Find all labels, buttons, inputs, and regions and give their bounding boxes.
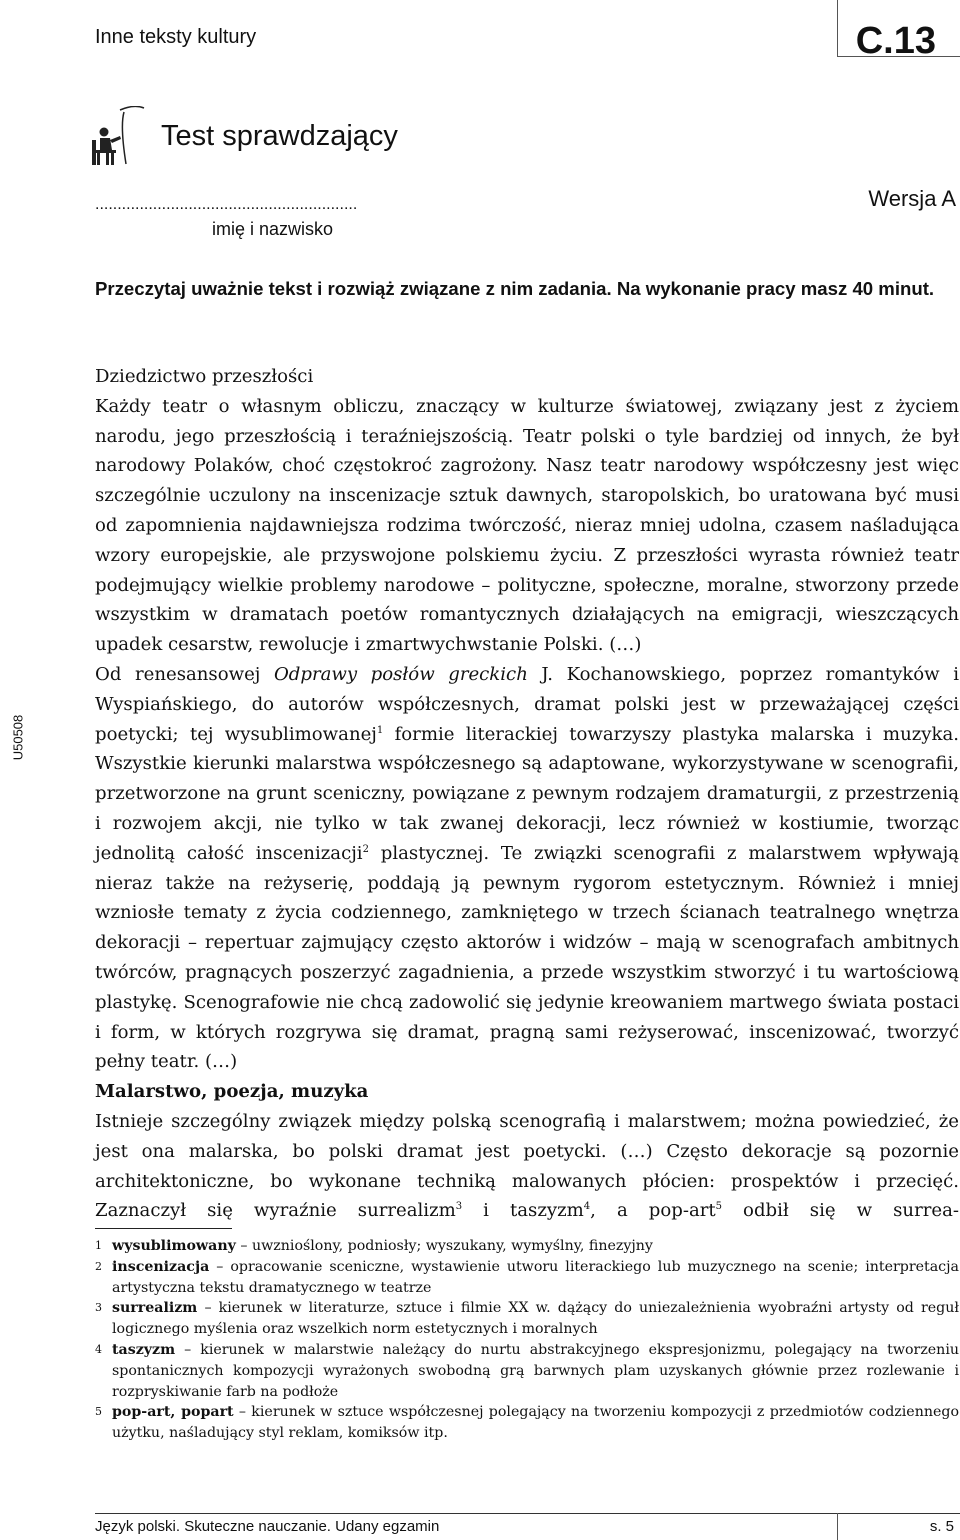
test-title: Test sprawdzający (161, 120, 398, 152)
footnotes (95, 1236, 959, 1444)
footer-divider-vertical (837, 1513, 838, 1540)
side-code: U50508 (10, 714, 26, 761)
instruction: Przeczytaj uważnie tekst i rozwiąż związane z nim zadania. Na wykonanie pracy masz 40 minut. (95, 278, 935, 299)
name-field[interactable]: ........................................................... (95, 196, 358, 213)
work-title: Odprawy posłów greckich (273, 663, 528, 685)
footnote-divider (95, 1228, 232, 1229)
article (95, 362, 959, 1226)
version-label: Wersja A (868, 186, 956, 211)
footnote: 1 wysublimowany – uwznioślony, podniosły; wyszukany, wymyślny, finezyjny (95, 1238, 653, 1254)
article-heading: Dziedzictwo przeszłości (95, 366, 314, 387)
article-paragraph: Istnieje szczególny związek między polską scenografią i malarstwem; można powiedzieć, że jest ona malarska, bo polski dramat jest poetycki. (…) Często dekoracje są pozornie architektoniczne, bo wykonane techniką malowanych płócien: prospektów i przecięć. Zaznaczył się wyraźnie surrealizm$^3$ i taszyzm$^4$, a pop-art$^5$ odbił się w surrea- (95, 1110, 959, 1222)
footnote-ref: 4 (583, 1201, 591, 1213)
footer-divider (95, 1513, 960, 1514)
article-heading: Malarstwo, poezja, muzyka (95, 1081, 369, 1103)
page-number: s. 5 (929, 1518, 954, 1535)
footnote: 4 taszyzm – kierunek w malarstwie należący do nurtu abstrakcyjnego ekspresjonizmu, polegający na tworzeniu spontanicznych kompozycji wyrażonych swobodną grą barwnych plam uzyskanych głównie przez rozlewanie i rozpryskiwanie farb na podłoże (95, 1341, 959, 1400)
section-title: Inne teksty kultury (95, 26, 257, 48)
header-divider (837, 0, 838, 56)
footnote: 3 surrealizm – kierunek w literaturze, sztuce i filmie XX w. dążący do uniezależnienia wyobraźni artysty od reguł logicznego myślenia oraz wszelkich norm estetycznych i moralnych (95, 1300, 959, 1338)
footnote-ref: 2 (362, 843, 369, 855)
article-paragraph: Każdy teatr o własnym obliczu, znaczący w kulturze światowej, związany jest z życiem narodu, jego przeszłością i teraźniejszością. Teatr polski o tyle bardziej od innych, że był narodowy Polaków, choć częstokroć zagrożony. Nasz teatr narodowy współczesny jest więc szczególnie uczulony na inscenizacje sztuk dawnych, staropolskich, bo uratowana być musi od zapomnienia najdawniejsza rodzima twórczość, nieraz mniej udolna, czasem naśladująca wzory europejskie, ale przyswojone polskiemu życiu. Z przeszłości wyrasta również teatr podejmujący wielkie problemy narodowe – polityczne, społeczne, moralne, stworzony przede wszystkim w dramatach poetów romantycznych działających na emigracji, wieszczących upadek cesarstw, rewolucje i zmartwychwstanie Polski. (…) (95, 395, 959, 656)
name-label: imię i nazwisko (212, 219, 334, 239)
student-at-desk-icon (90, 106, 150, 166)
footnote: 2 inscenizacja – opracowanie sceniczne, wystawienie utworu literackiego lub muzycznego na scenie; interpretacja artystyczna tekstu dramatycznego w teatrze (95, 1258, 959, 1296)
footnote: 5 pop-art, popart – kierunek w sztuce współczesnej polegający na tworzeniu kompozycji z przedmiotów codziennego użytku, naśladujący styl reklam, komiksów itp. (95, 1404, 959, 1442)
footnote-ref: 3 (455, 1201, 463, 1213)
footnote-ref: 5 (715, 1201, 723, 1213)
book-title: Język polski. Skuteczne nauczanie. Udany egzamin (95, 1518, 440, 1535)
article-paragraph: Od renesansowej Odprawy posłów greckich J. Kochanowskiego, poprzez romantyków i Wyspiańskiego, do autorów współczesnych, dramat polski jest w przeważającej części poetycki; tej wysublimowanej$^1$ formie literackiej towarzyszy plastyka malarska i muzyka. Wszystkie kierunki malarstwa współczesnego są adaptowane, wykorzystywane w scenografii, przetworzone na grunt sceniczny, powiązane z pewnym rodzajem dramaturgii, z przestrzenią i rozwojem akcji, nie tylko w tak zwanej dekoracji, lecz również w kostiumie, tworząc jednolitą całość inscenizacji$^2$ plastycznej. Te związki scenografii z malarstwem wpływają nieraz także na reżyserię, poddają ją pewnym rygorom estetycznym. Również i mniej wzniosłe tematy z życia codziennego, zamkniętego w trzech ścianach teatralnego wnętrza dekoracji – repertuar zajmujący często aktorów i widzów – mają w scenografach ambitnych twórców, pragnących poszerzyć zagadnienia, a przede wszystkim stworzyć i tu wartościową plastykę. Scenografowie nie chcą zadowolić się jedynie kreowaniem martwego świata postaci i form, w których rozgrywa się dramat, pragną sami reżyserować, inscenizować, tworzyć pełny teatr. (…) (95, 663, 960, 1073)
footnote-ref: 1 (376, 724, 384, 736)
chapter-code: C.13 (855, 20, 936, 62)
